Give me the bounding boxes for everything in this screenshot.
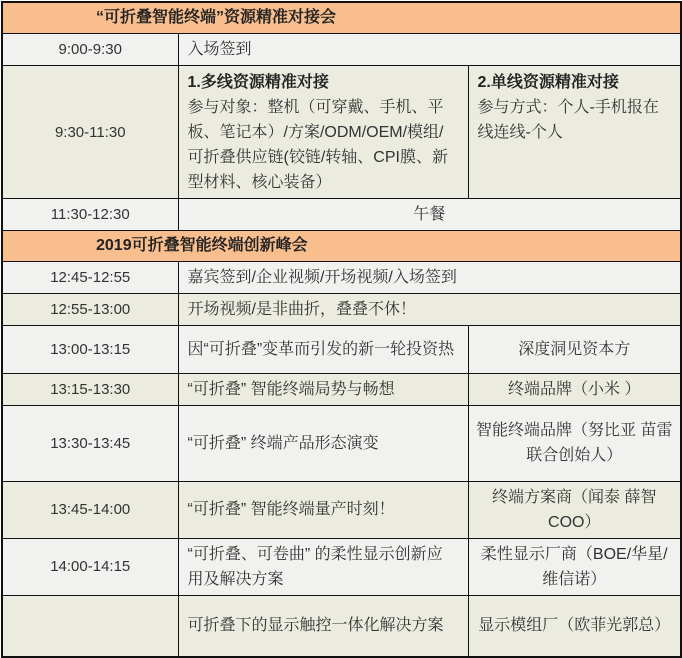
table-row	[2, 481, 681, 538]
topic-cell: “可折叠、可卷曲” 的柔性显示创新应用及解决方案	[178, 538, 468, 595]
cell-heading: 1.多线资源精准对接	[187, 73, 329, 91]
speaker-cell: 柔性显示厂商（BOE/华星/维信诺）	[468, 538, 681, 595]
table-row-clipped	[2, 595, 681, 657]
agenda-page	[0, 1, 681, 635]
time-cell: 9:00-9:30	[2, 33, 178, 65]
time-cell: 13:15-13:30	[2, 373, 178, 405]
speaker-cell: 深度洞见资本方	[468, 325, 681, 373]
cell-body: 参与方式：个人-手机报在线连线-个人	[477, 98, 659, 141]
cell-body: 参与对象：整机（可穿戴、手机、平板、笔记本）/方案/ODM/OEM/模组/可折叠供应链(铰链/转轴、CPI膜、新型材料、核心装备）	[187, 98, 448, 191]
time-cell: 13:45-14:00	[2, 481, 178, 538]
topic-cell: 因“可折叠”变革而引发的新一轮投资热	[178, 325, 468, 373]
time-cell: 12:55-13:00	[2, 293, 178, 325]
speaker-cell: 终端品牌（小米 ）	[468, 373, 681, 405]
section-header-summit	[2, 230, 681, 261]
section-title: 2019可折叠智能终端创新峰会	[2, 230, 681, 261]
table-row	[2, 405, 681, 481]
table-row	[2, 373, 681, 405]
time-cell: 11:30-12:30	[2, 198, 178, 230]
table-row	[2, 198, 681, 230]
section-header-matchmaking	[2, 2, 681, 33]
table-row	[2, 65, 681, 198]
content-cell: 午餐	[178, 198, 681, 230]
content-cell: 入场签到	[178, 33, 681, 65]
single-line-matchmaking-cell	[468, 65, 681, 198]
table-row	[2, 538, 681, 595]
time-cell: 14:00-14:15	[2, 538, 178, 595]
table-row	[2, 261, 681, 293]
time-cell: 13:00-13:15	[2, 325, 178, 373]
cell-heading: 2.单线资源精准对接	[477, 73, 619, 91]
speaker-cell: 终端方案商（闻泰 薛智 COO）	[468, 481, 681, 538]
time-cell: 13:30-13:45	[2, 405, 178, 481]
multi-line-matchmaking-cell	[178, 65, 468, 198]
content-cell: 开场视频/是非曲折，叠叠不休！	[178, 293, 681, 325]
topic-cell: “可折叠” 终端产品形态演变	[178, 405, 468, 481]
content-cell: 嘉宾签到/企业视频/开场视频/入场签到	[178, 261, 681, 293]
agenda-table	[1, 1, 682, 658]
speaker-cell: 显示模组厂（欧菲光郭总）	[468, 595, 681, 657]
topic-cell: “可折叠” 智能终端量产时刻！	[178, 481, 468, 538]
time-cell: 12:45-12:55	[2, 261, 178, 293]
topic-cell: 可折叠下的显示触控一体化解决方案	[178, 595, 468, 657]
section-title: “可折叠智能终端”资源精准对接会	[2, 2, 681, 33]
table-row	[2, 325, 681, 373]
topic-cell: “可折叠” 智能终端局势与畅想	[178, 373, 468, 405]
table-row	[2, 33, 681, 65]
time-cell	[2, 595, 178, 657]
table-row	[2, 293, 681, 325]
time-cell: 9:30-11:30	[2, 65, 178, 198]
speaker-cell: 智能终端品牌（努比亚 苗雷 联合创始人）	[468, 405, 681, 481]
